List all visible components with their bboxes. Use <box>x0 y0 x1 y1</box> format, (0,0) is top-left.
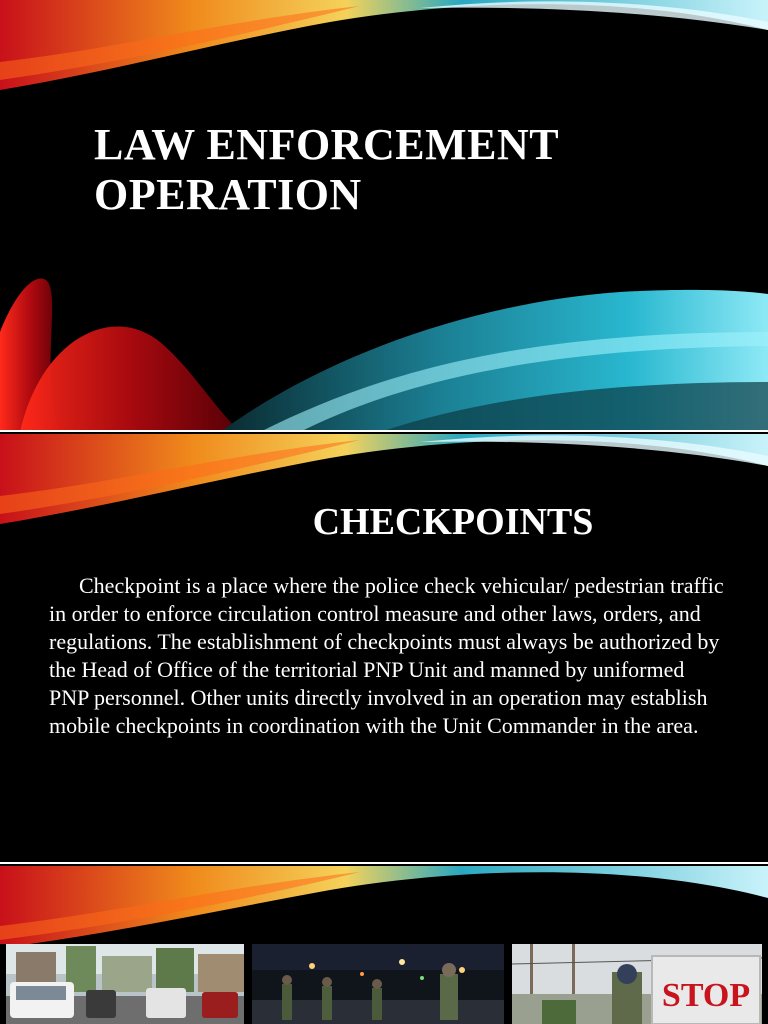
title-slide <box>0 0 768 432</box>
stop-sign-photo <box>512 944 762 1024</box>
slide-body-text: Checkpoint is a place where the police check vehicular/ pedestrian traffic in order to enforce circulation control measure and other laws, orders, and regulations. The establishment of checkpoints must always be authorized by the Head of Office of the territorial PNP Unit and manned by uniformed PNP personnel. Other units directly involved in an operation may establish mobile checkpoints in coordination with the Unit Commander in the area. <box>49 573 724 738</box>
top-swoosh-decoration <box>0 0 768 100</box>
title-line-2: OPERATION <box>94 170 362 219</box>
bottom-swoosh-decoration <box>0 262 768 432</box>
top-swoosh-decoration <box>0 864 768 944</box>
slide-title <box>94 120 734 220</box>
checkpoints-slide <box>0 432 768 864</box>
night-checkpoint-photo <box>252 944 504 1024</box>
street-traffic-photo <box>6 944 244 1024</box>
photos-slide <box>0 864 768 1024</box>
slide-title: CHECKPOINTS <box>312 501 594 543</box>
stop-sign-text: STOP <box>661 977 751 1014</box>
title-line-1: LAW ENFORCEMENT <box>94 120 560 169</box>
